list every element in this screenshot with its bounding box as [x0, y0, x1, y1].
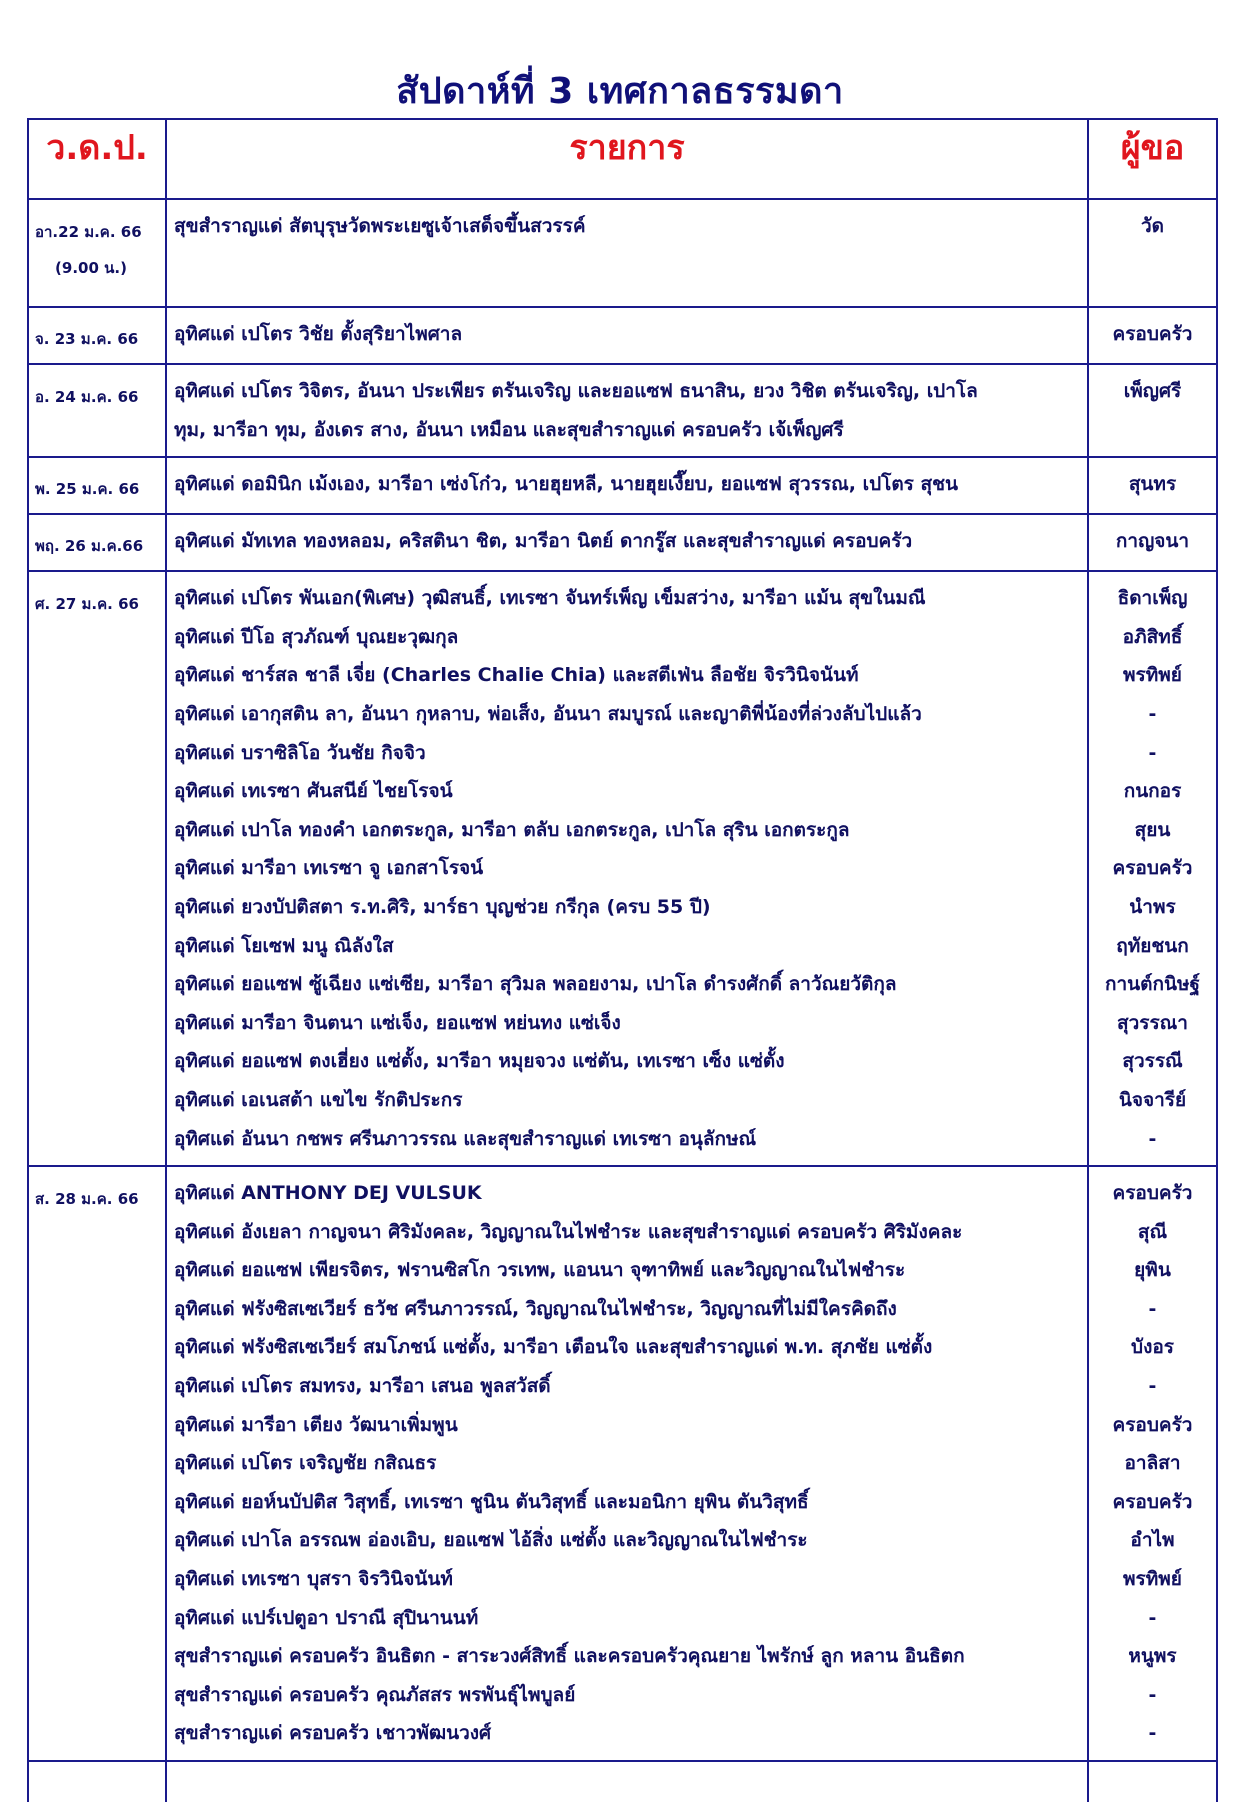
requester-name: ครอบครัว: [1112, 1490, 1193, 1513]
requester-name: ธิดาเพ็ญ: [1117, 587, 1188, 610]
intention-line: อุทิศแด่ ฟรังซิสเซเวียร์ สมโภชน์ แซ่ตั้ง, มารีอา เตือนใจ และสุขสำราญแด่ พ.ท. สุภชัย แซ่ตั้ง: [174, 1336, 933, 1359]
intention-line: อุทิศแด่ เปโตร วิชัย ตั้งสุริยาไพศาล: [174, 323, 463, 345]
table-row: [28, 199, 1217, 307]
intention-line: สุขสำราญแด่ ครอบครัว เชาวพัฒนวงศ์: [174, 1722, 492, 1745]
requester-name: นำพร: [1129, 895, 1176, 918]
table-row: [28, 457, 1217, 514]
intention-line: อุทิศแด่ แปร์เปตูอา ปราณี สุปินานนท์: [174, 1606, 479, 1629]
table-row-continuation: [28, 1761, 1217, 1802]
table-row: [28, 307, 1217, 364]
requester-name: กานต์กนิษฐ์: [1105, 973, 1200, 996]
row-date-text: อา.22 ม.ค. 66: [35, 223, 142, 241]
requester-name: สุวรรณา: [1117, 1011, 1188, 1034]
row-requesters: [1088, 364, 1217, 457]
table-row: [28, 364, 1217, 457]
intention-line: อุทิศแด่ เอเนสต้า แขไข รักติประกร: [174, 1088, 463, 1111]
requester-name: -: [1148, 1375, 1157, 1398]
row-requesters: [1088, 514, 1217, 571]
requester-name: -: [1148, 1297, 1157, 1320]
row-date-text: จ. 23 ม.ค. 66: [35, 330, 139, 348]
row-date-text: พ. 25 ม.ค. 66: [35, 480, 140, 499]
intention-line: อุทิศแด่ เปโตร พันเอก(พิเศษ) วุฒิสนธิ์, เทเรซา จันทร์เพ็ญ เข็มสว่าง, มารีอา แม้น สุขในมณี: [174, 587, 926, 610]
row-date: [28, 1166, 166, 1761]
intention-line: อุทิศแด่ เปโตร เจริญชัย กสิณธร: [174, 1452, 437, 1475]
row-date: [28, 514, 166, 571]
requester-name: ฤทัยชนก: [1116, 934, 1189, 957]
row-date: [28, 307, 166, 364]
mass-intention-table: [27, 118, 1218, 1802]
header-items: รายการ: [166, 119, 1088, 199]
requester-name: หนูพร: [1128, 1645, 1177, 1668]
intention-line: อุทิศแด่ มารีอา จินตนา แซ่เจ็ง, ยอแซฟ หย่นทง แซ่เจ็ง: [174, 1011, 621, 1034]
intention-line: สุขสำราญแด่ ครอบครัว อินธิตก - สาระวงศ์สิทธิ์ และครอบครัวคุณยาย ไพรักษ์ ลูก หลาน อินธิตก: [174, 1645, 965, 1668]
requester-name: -: [1148, 1683, 1157, 1706]
intention-line: อุทิศแด่ ปีโอ สุวภัณฑ์ บุณยะวุฒกุล: [174, 625, 459, 648]
row-date: [28, 199, 166, 307]
intention-line: อุทิศแด่ ยอแซฟ เพียรจิตร, ฟรานซิสโก วรเทพ, แอนนา จุฑาทิพย์ และวิญญาณในไฟชำระ: [174, 1259, 906, 1282]
table-row: [28, 514, 1217, 571]
requester-name: ครอบครัว: [1112, 1413, 1193, 1436]
requester-name: ครอบครัว: [1112, 857, 1193, 880]
requester-name: ครอบครัว: [1112, 323, 1193, 345]
row-date-text: ศ. 27 ม.ค. 66: [35, 595, 139, 614]
row-items: [166, 307, 1088, 364]
row-date: [28, 364, 166, 457]
intention-line: อุทิศแด่ ยอแซฟ ซู้เฉียง แซ่เซีย, มารีอา สุวิมล พลอยงาม, เปาโล ดำรงศักดิ์ ลาวัณยวัติกุล: [174, 973, 897, 996]
row-date-text: อ. 24 ม.ค. 66: [35, 388, 139, 406]
row-time-text: (9.00 น.): [55, 259, 127, 277]
intention-line: อุทิศแด่ ชาร์สล ชาลี เจี่ย (Charles Chalie Chia) และสตีเฟ่น ลือชัย จิรวินิจนันท์: [174, 664, 859, 687]
requester-name: วัด: [1140, 215, 1164, 237]
table-body: [28, 199, 1217, 1802]
requester-name: บังอร: [1131, 1336, 1174, 1359]
row-date-text: ส. 28 ม.ค. 66: [35, 1190, 139, 1209]
row-items: [166, 364, 1088, 457]
intention-line: อุทิศแด่ มัทเทล ทองหลอม, คริสตินา ชิต, มารีอา นิตย์ ดากรู๊ส และสุขสำราญแด่ ครอบครัว: [174, 530, 913, 553]
row-requesters: [1088, 457, 1217, 514]
row-date-text: พฤ. 26 ม.ค.66: [35, 537, 144, 556]
intention-line: ทุม, มารีอา ทุม, อังเดร สาง, อันนา เหมือน และสุขสำราญแด่ ครอบครัว เจ้เพ็ญศรี: [174, 418, 844, 441]
intention-line: อุทิศแด่ บราซิลิโอ วันชัย กิจจิว: [174, 741, 426, 764]
header-date: ว.ด.ป.: [28, 119, 166, 199]
intention-line: อุทิศแด่ ANTHONY DEJ VULSUK: [174, 1182, 482, 1205]
requester-name: อำไพ: [1130, 1529, 1175, 1552]
intention-line: อุทิศแด่ เปาโล อรรณพ อ่องเอิบ, ยอแซฟ ไอ้สิ่ง แซ่ตั้ง และวิญญาณในไฟชำระ: [174, 1529, 808, 1552]
requester-name: เพ็ญศรี: [1123, 380, 1182, 402]
intention-line: อุทิศแด่ ดอมินิก เม้งเอง, มารีอา เซ่งโก๋ว, นายฮุยหลี, นายฮุยเงี๊ยบ, ยอแซฟ สุวรรณ, เปโตร สุชน: [174, 473, 958, 496]
intention-line: อุทิศแด่ ยวงบัปติสตา ร.ท.ศิริ, มาร์ธา บุญช่วย กรีกุล (ครบ 55 ปี): [174, 895, 711, 918]
empty-cell: [166, 1761, 1088, 1802]
row-items: [166, 457, 1088, 514]
table-row: [28, 571, 1217, 1166]
row-date: [28, 457, 166, 514]
row-items: [166, 514, 1088, 571]
row-date: [28, 571, 166, 1166]
requester-name: กาญจนา: [1115, 530, 1190, 553]
table-header-row: [28, 119, 1217, 199]
requester-name: -: [1148, 741, 1157, 764]
requester-name: อาลิสา: [1124, 1452, 1181, 1475]
row-items: [166, 571, 1088, 1166]
empty-cell: [28, 1761, 166, 1802]
row-requesters: [1088, 307, 1217, 364]
requester-name: ยุพิน: [1134, 1259, 1171, 1282]
row-requesters: [1088, 1166, 1217, 1761]
requester-name: -: [1148, 1127, 1157, 1150]
intention-line: อุทิศแด่ โยเซฟ มนู ณิลังใส: [174, 934, 394, 957]
intention-line: อุทิศแด่ เอากุสติน ลา, อันนา กุหลาบ, พ่อเส็ง, อันนา สมบูรณ์ และญาติพี่น้องที่ล่วงลับไปแล้ว: [174, 702, 922, 725]
requester-name: กนกอร: [1123, 780, 1182, 803]
intention-line: อุทิศแด่ เทเรซา บุสรา จิรวินิจนันท์: [174, 1568, 453, 1591]
intention-line: อุทิศแด่ ยอห์นบัปติส วิสุทธิ์, เทเรซา ชูนิน ตันวิสุทธิ์ และมอนิกา ยุพิน ตันวิสุทธิ์: [174, 1490, 809, 1513]
requester-name: พรทิพย์: [1123, 664, 1182, 687]
intention-line: อุทิศแด่ อันนา กชพร ศรีนภาวรรณ และสุขสำราญแด่ เทเรซา อนุลักษณ์: [174, 1127, 757, 1150]
requester-name: นิจจารีย์: [1118, 1088, 1187, 1111]
intention-line: สุขสำราญแด่ สัตบุรุษวัดพระเยซูเจ้าเสด็จขึ้นสวรรค์: [174, 215, 586, 237]
row-requesters: [1088, 199, 1217, 307]
row-requesters: [1088, 571, 1217, 1166]
intention-line: อุทิศแด่ เปโตร วิจิตร, อันนา ประเพียร ตรันเจริญ และยอแซฟ ธนาสิน, ยวง วิชิต ตรันเจริญ, เปาโล: [174, 380, 978, 402]
requester-name: -: [1148, 1722, 1157, 1745]
requester-name: -: [1148, 1606, 1157, 1629]
table-row: [28, 1166, 1217, 1761]
requester-name: สุณี: [1137, 1220, 1168, 1243]
requester-name: สุยน: [1134, 818, 1171, 841]
page-title: สัปดาห์ที่ 3 เทศกาลธรรมดา: [396, 71, 844, 112]
intention-line: อุทิศแด่ มารีอา เทเรซา จู เอกสาโรจน์: [174, 857, 484, 880]
intention-line: สุขสำราญแด่ ครอบครัว คุณภัสสร พรพันธุ์ไพบูลย์: [174, 1683, 576, 1706]
intention-line: อุทิศแด่ มารีอา เตียง วัฒนาเพิ่มพูน: [174, 1413, 458, 1436]
requester-name: -: [1148, 702, 1157, 725]
intention-line: อุทิศแด่ เทเรซา ศันสนีย์ ไชยโรจน์: [174, 780, 453, 803]
intention-line: อุทิศแด่ เปโตร สมทรง, มารีอา เสนอ พูลสวัสดิ์: [174, 1375, 551, 1398]
row-items: [166, 199, 1088, 307]
requester-name: อภิสิทธิ์: [1122, 625, 1183, 648]
requester-name: สุนทร: [1128, 473, 1177, 496]
requester-name: ครอบครัว: [1112, 1182, 1193, 1205]
intention-line: อุทิศแด่ ยอแซฟ ตงเฮี่ยง แซ่ตั้ง, มารีอา หมุยจวง แซ่ตัน, เทเรซา เซ็ง แซ่ตั้ง: [174, 1050, 785, 1073]
row-items: [166, 1166, 1088, 1761]
intention-line: อุทิศแด่ เปาโล ทองคำ เอกตระกูล, มารีอา ตลับ เอกตระกูล, เปาโล สุริน เอกตระกูล: [174, 818, 850, 841]
intention-line: อุทิศแด่ ฟรังซิสเซเวียร์ ธวัช ศรีนภาวรรณ์, วิญญาณในไฟชำระ, วิญญาณที่ไม่มีใครคิดถึง: [174, 1297, 897, 1320]
header-requester: ผู้ขอ: [1088, 119, 1217, 199]
requester-name: สุวรรณี: [1122, 1050, 1183, 1073]
requester-name: พรทิพย์: [1123, 1568, 1182, 1591]
empty-cell: [1088, 1761, 1217, 1802]
intention-line: อุทิศแด่ อังเยลา กาญจนา ศิริมังคละ, วิญญาณในไฟชำระ และสุขสำราญแด่ ครอบครัว ศิริมังคละ: [174, 1220, 963, 1243]
